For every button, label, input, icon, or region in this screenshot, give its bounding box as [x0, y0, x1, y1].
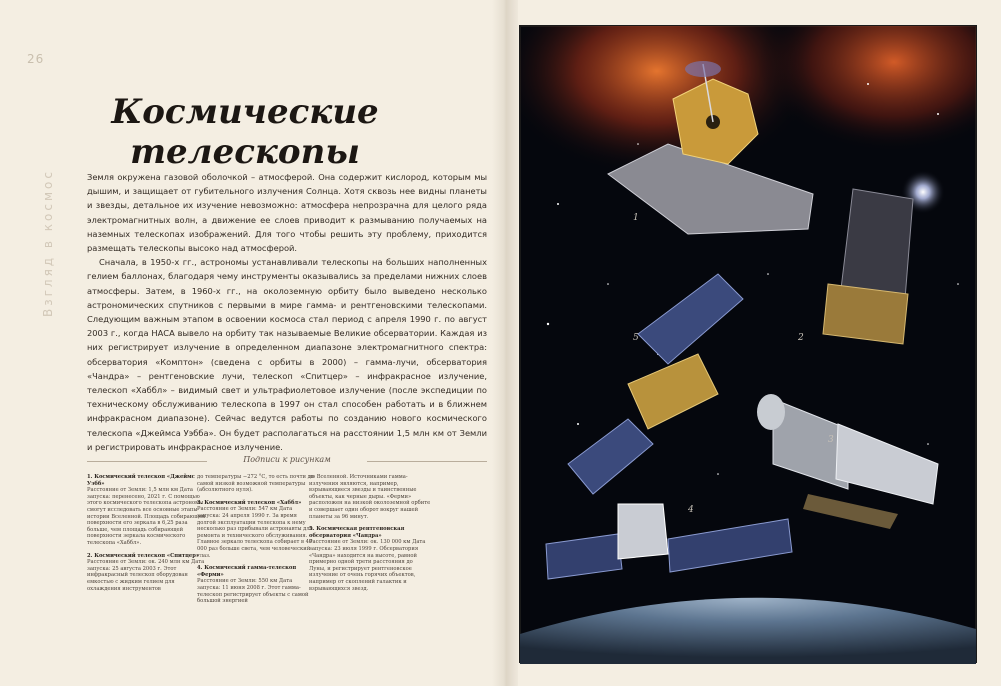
captions-column-3	[309, 474, 431, 598]
page-title	[95, 92, 395, 172]
caption-title: 1. Космический телескоп «Джеймс Уэбб»	[87, 474, 195, 487]
figure-label: 3	[828, 435, 834, 445]
figure-label: 4	[688, 505, 694, 515]
caption-item	[87, 474, 207, 547]
captions-column-2	[197, 474, 317, 611]
caption-title: 5. Космическая рентгеновская обсерватория «Чандра»	[309, 526, 405, 539]
body-text	[87, 170, 487, 454]
illustration-svg	[518, 24, 978, 664]
caption-text: Расстояние от Земли: ок. 240 млн км Дата запуска: 25 августа 2003 г. Этот инфракрасный телескоп оборудован емкостью с жидким гелием для охлаждения инструментов	[87, 559, 205, 592]
paragraph-1: Земля окружена газовой оболочкой – атмосферой. Она содержит кислород, которым мы дышим, и защищает от губительного излучения Солнца. Хотя сквозь нее видны планеты и звезды, детальное их изучение невозможно: атмосфера непрозрачна для целого ряда электромагнитных волн, а движение ее слоев приводит к размыванию получаемых на наземных телескопах изображений. Для того чтобы решить эту проблему, приходится размещать телескопы высоко над атмосферой.	[87, 172, 487, 254]
caption-text: Расстояние от Земли: 1,5 млн км Дата запуска: перенесено, 2021 г. С помощью этого космического телескопа астрономы смогут исследовать все основные этапы истории Вселенной. Площадь собирающей поверхности его зеркала в 6,25 раза больше, чем площадь собирающей поверхности зеркала космического телескопа «Хаббл».	[87, 487, 206, 546]
caption-item	[309, 526, 431, 592]
section-running-title: Взгляд в космос	[41, 169, 55, 317]
caption-item	[197, 500, 317, 559]
captions-heading: Подписи к рисункам	[87, 455, 487, 467]
page-number: 26	[27, 52, 45, 66]
title-line-1: Космические	[111, 92, 379, 132]
caption-item	[197, 565, 317, 605]
figure-label: 1	[633, 213, 639, 223]
caption-title: 3. Космический телескоп «Хаббл»	[197, 499, 302, 506]
caption-title: 4. Космический гамма-телескоп «Ферми»	[197, 565, 297, 578]
title-line-2: телескопы	[130, 132, 360, 172]
caption-item	[87, 553, 207, 593]
caption-item	[309, 474, 431, 520]
paragraph-2: Сначала, в 1950-х гг., астрономы устанавливали телескопы на больших наполненных гелием баллонах, благодаря чему инструменты оказывались за пределами нижних слоев атмосферы. Затем, в 1960-х гг., на околоземную орбиту было выведено несколько астрономических спутников с первыми в мире гамма- и рентгеновскими телескопами. Следующим важным этапом в освоении космоса стал период с апреля 1990 г. по август 2003 г., когда НАСА вывело на орбиту так называемые Великие обсерватории. Каждая из них регистрирует излучение в определенном диапазоне электромагнитного спектра: обсерватория «Комптон» (сведена с орбиты в 2000) – гамма-лучи, обсерватория «Чандра» – рентгеновские лучи, телескоп «Спитцер» – инфракрасное излучение, телескоп «Хаббл» – видимый свет и ультрафиолетовое излучение (после экспедиции по техническому обслуживанию телескопа в 1997 он стал способен работать и в ближнем инфракрасном диапазоне). Сейчас ведутся работы по созданию нового космического телескопа «Джеймса Уэбба». Он будет располагаться на расстоянии 1,5 млн км от Земли и регистрировать инфракрасное излучение.	[87, 257, 487, 452]
telescopes-illustration	[518, 24, 978, 664]
book-gutter	[492, 0, 518, 686]
captions-column-1	[87, 474, 207, 598]
caption-item	[197, 474, 317, 494]
caption-text: Расстояние от Земли: 550 км Дата запуска: 11 июня 2008 г. Этот гамма-телескоп регистрирует объекты с самой большой энергией	[197, 578, 309, 605]
caption-text: Расстояние от Земли: ок. 130 000 км Дата запуска: 23 июля 1999 г. Обсерватория «Чандра» находится на высоте, равной примерно одной трети расстояния до Луны, и регистрирует рентгеновское излучение от очень горячих объектов, например от скоплений галактик и взрывающихся звезд.	[309, 539, 426, 592]
figure-label: 2	[798, 333, 804, 343]
caption-title: 2. Космический телескоп «Спитцер»	[87, 552, 200, 559]
figure-label: 5	[633, 333, 639, 343]
caption-text: во Вселенной. Источниками гамма-излучения являются, например, взрывающиеся звезды и таинственные объекты, как черные дыры. «Ферми» расположен на низкой околоземной орбите и совершает один оборот вокруг нашей планеты за 96 минут.	[309, 474, 431, 520]
caption-text: Расстояние от Земли: 547 км Дата запуска: 24 апреля 1990 г. За время долгой эксплуатации телескопа к нему несколько раз прибывали астронавты для ремонта и технического обслуживания. Главное зеркало телескопа собирает в 40 000 раз больше света, чем человеческий глаз.	[197, 506, 313, 559]
caption-text: до температуры −272 °С, то есть почти до самой низкой возможной температуры (абсолютного нуля).	[197, 474, 314, 494]
